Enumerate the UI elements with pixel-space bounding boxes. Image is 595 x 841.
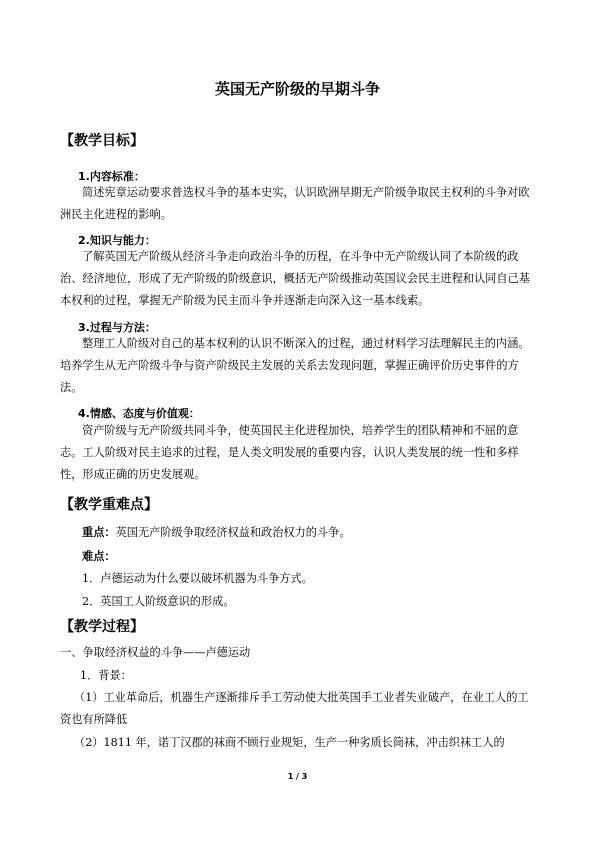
goal-3-text: 整理工人阶级对自己的基本权利的认识不断深入的过程，通过材料学习法理解民主的内涵。培养学生从无产阶级斗争与资产阶级民主发展的关系去发现问题，掌握正确评价历史事件的方法。	[60, 337, 530, 394]
process-background-2: （2）1811 年，诺丁汉郡的袜商不顾行业规矩，生产一种劣质长筒袜，冲击织袜工人的	[74, 736, 505, 749]
section-heading-key-points: 【教学重难点】	[60, 497, 158, 513]
page-number: 1 / 3	[287, 772, 308, 781]
process-background-heading: 1．背景：	[80, 669, 132, 682]
goal-2-text: 了解英国无产阶级从经济斗争走向政治斗争的历程，在斗争中无产阶级认同了本阶级的政治、经济地位，形成了无产阶级的阶级意识，概括无产阶级推动英国议会民主进程和认同自己基本权利的过程，掌握无产阶级为民主而斗争并逐渐走向深入这一基本线索。	[60, 250, 530, 307]
goal-3-heading: 3.过程与方法：	[78, 321, 156, 334]
goal-4-heading: 4.情感、态度与价值观：	[78, 407, 200, 420]
difficulty-1: 1．卢德运动为什么要以破坏机器为斗争方式。	[82, 572, 313, 585]
goal-2-heading: 2.知识与能力：	[78, 234, 156, 247]
focus-label: 重点：	[82, 526, 116, 539]
page-title: 英国无产阶级的早期斗争	[214, 80, 380, 98]
focus-text: 英国无产阶级争取经济权益和政治权力的斗争。	[115, 526, 351, 539]
section-heading-goals: 【教学目标】	[60, 133, 144, 149]
goal-4-text: 资产阶级与无产阶级共同斗争，使英国民主化进程加快，培养学生的团队精神和不屈的意志。工人阶级对民主追求的过程，是人类文明发展的重要内容，认识人类发展的统一性和多样性，形成正确的历史发展观。	[60, 424, 519, 481]
focus-line	[82, 522, 351, 544]
goal-1-heading: 1.内容标准：	[78, 170, 145, 183]
difficulty-2: 2．英国工人阶级意识的形成。	[82, 595, 235, 608]
goal-1-text: 简述宪章运动要求普选权斗争的基本史实，认识欧洲早期无产阶级争取民主权利的斗争对欧洲民主化进程的影响。	[60, 186, 530, 221]
section-heading-process: 【教学过程】	[60, 619, 144, 635]
difficulty-label: 难点：	[82, 550, 116, 563]
process-background-1: （1）工业革命后，机器生产逐渐排斥手工劳动使大批英国手工业者失业破产，在业工人的工资也有所降低	[60, 691, 529, 726]
process-part-1: 一、争取经济权益的斗争——卢德运动	[60, 646, 251, 659]
